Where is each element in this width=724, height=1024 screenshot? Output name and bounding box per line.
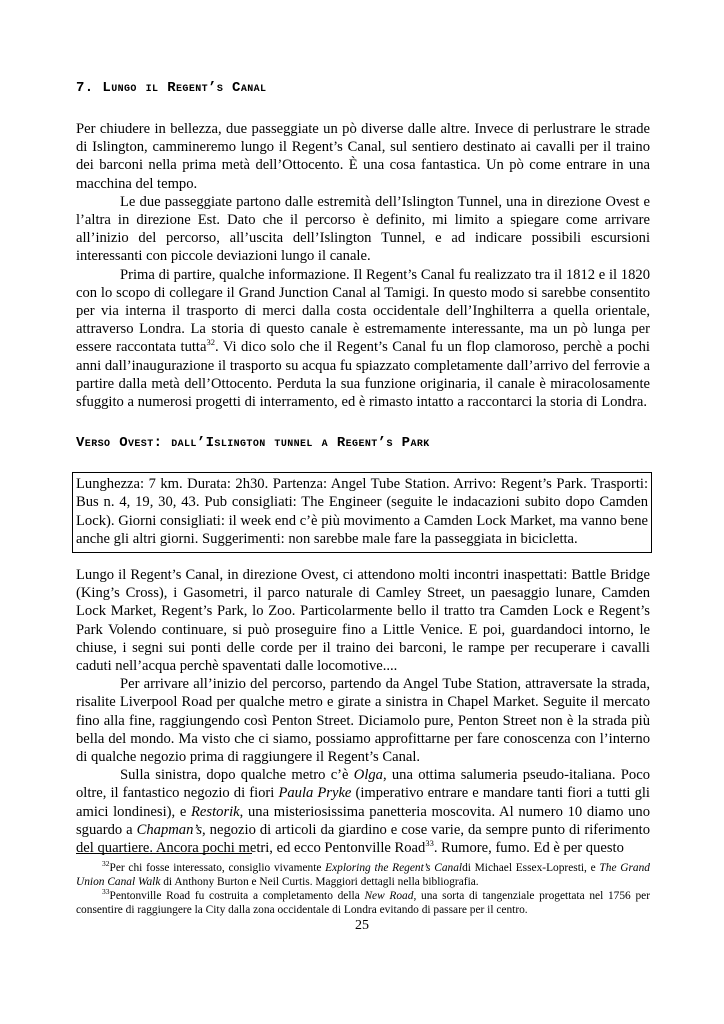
book-title: Exploring the Regent’s Canal <box>325 862 463 874</box>
shops-text: , negozio di articoli da giardino e cose varie, da sempre punto di riferimento del quartiere. Ancora pochi metri, ed ecco Pentonville Road <box>76 821 650 857</box>
intro-section <box>76 120 650 411</box>
intro-paragraph: Per chiudere in bellezza, due passeggiate un pò diverse dalle altre. Invece di perlustrare le strade di Islington, cammineremo lungo il Regent’s Canal, sul sentiero destinato ai cavalli per il traino dei barconi nella prima metà dell’Ottocento. È una cosa fantastica. Un pò come entrare in una macchina del tempo. <box>76 121 650 192</box>
book-title: The Grand Union Canal Walk <box>76 862 650 888</box>
section-title <box>76 80 266 96</box>
walk-info-box <box>72 472 652 553</box>
footnote-text: , una sorta di tangenziale progettata nel 1756 per consentire di raggiungere la City dalla zona occidentale di Londra evitando di passare per il centro. <box>76 890 650 916</box>
footnote-text: di Michael Essex-Lopresti, e <box>462 862 600 874</box>
walk-title <box>76 435 430 451</box>
walk-paragraph: Per arrivare all’inizio del percorso, partendo da Angel Tube Station, attraversate la strada, risalite Liverpool Road per qualche metro e girate a sinistra in Chapel Market. Seguite il mercato fino alla fine, raggiungendo così Penton Street. Diciamolo pure, Penton Street non è la strada più bella del mondo. Ma visto che ci siamo, possiamo approfittarne per fare conoscenza con l’interno di qualche negozio prima di raggiungere il Regent’s Canal. <box>76 676 650 766</box>
shop-name-paula-pryke: Paula Pryke <box>278 785 352 802</box>
history-text-2: . Vi dico solo che il Regent’s Canal fu un flop clamoroso, perchè a pochi anni dall’inaugurazione il trasporto su acqua fu spiazzato completamente dall’arrivo del ferrovie a partire dalla metà dell’Ottocento. Perduta la sua funzione originaria, il canale è miracolosamente sfuggito a numerosi progetti di interramento, ed è rimasto intatto a raccontarci la storia di Londra. <box>76 339 650 411</box>
shop-name-chapmans: Chapman’s <box>136 821 203 838</box>
footnote-32 <box>76 861 650 889</box>
road-name: New Road <box>364 890 414 902</box>
walk-info-text: Lunghezza: 7 km. Durata: 2h30. Partenza: Angel Tube Station. Arrivo: Regent’s Park. Trasporti: Bus n. 4, 19, 30, 43. Pub consigliati: The Engineer (seguite le indacazioni subito dopo Camden Lock). Giorni consigliati: il week end c’è più movimento a Camden Lock Market, ma vanno bene anche gli altri giorni. Suggerimenti: non sarebbe male fare la passeggiata in bicicletta. <box>76 476 648 548</box>
shops-text: , una misteriosissima panetteria moscovita. Al numero 10 diamo uno sguardo a <box>76 803 650 838</box>
shops-paragraph <box>76 766 650 857</box>
history-paragraph <box>76 266 650 412</box>
page-number: 25 <box>355 918 369 933</box>
footnote-mark-32: 32 <box>102 859 110 869</box>
walk-title-text: Verso Ovest: dall’Islington tunnel a Regent’s Park <box>76 435 430 451</box>
walk-section <box>76 566 650 857</box>
shop-name-olga: Olga <box>353 767 383 784</box>
intro-paragraph: Le due passeggiate partono dalle estremità dell’Islington Tunnel, una in direzione Ovest e l’altra in direzione Est. Dato che il percorso è definito, mi limito a spiegare come arrivare all’inizio del percorso, all’uscita dell’Islington Tunnel, e ad indicare possibili escursioni interessanti con piccole deviazioni lungo il canale. <box>76 193 650 265</box>
footnotes <box>76 861 650 917</box>
shops-text: . Rumore, fumo. Ed è per questo <box>433 840 624 857</box>
footnote-text: Pentonville Road fu costruita a completamento della <box>109 890 365 902</box>
footnote-text: Per chi fosse interessato, consiglio vivamente <box>109 862 326 874</box>
footnote-33 <box>76 889 650 917</box>
section-title-text: 7. Lungo il Regent’s Canal <box>76 80 267 96</box>
footnote-ref-33[interactable]: 33 <box>425 838 434 849</box>
walk-paragraph: Lungo il Regent’s Canal, in direzione Ovest, ci attendono molti incontri inaspettati: Battle Bridge (King’s Cross), i Gasometri, il parco naturale di Camley Street, un paesaggio lunare, Camden Lock Market, Regent’s Park, lo Zoo. Particolarmente bello il tratto tra Camden Lock e Regent’s Park Volendo continuare, si può proseguire fino a Little Venice. E poi, guardandoci intorno, le chiuse, i segni sui ponti delle corde per il traino dei barconi, le rampe per recuperare i cavalli caduti nell’acqua perchè spaventati dalle locomotive.... <box>76 567 650 675</box>
shops-text: , una ottima salumeria pseudo-italiana. Poco oltre, il fantastico negozio di fiori <box>76 767 650 802</box>
shop-name-restorik: Restorik <box>191 803 240 820</box>
footnote-separator <box>76 853 252 854</box>
footnote-text: di Anthony Burton e Neil Curtis. Maggiori dettagli nella bibliografia. <box>160 876 479 888</box>
shops-text: (imperativo entrare e mandare tanti fiori a tutti gli amici londinesi), e <box>76 785 650 820</box>
shops-text: Sulla sinistra, dopo qualche metro c’è <box>120 767 354 784</box>
footnote-ref-32[interactable]: 32 <box>206 337 215 348</box>
history-text-1: Prima di partire, qualche informazione. Il Regent’s Canal fu realizzato tra il 1812 e il 1820 con lo scopo di collegare il Grand Junction Canal al Tamigi. In questo modo si sarebbe consentito per via interna il trasporto di merci dalla costa occidentale dell’Inghilterra a quella orientale, attraverso Londra. La storia di questo canale è estremamente interessante, ma un pò lunga per essere raccontata tutta <box>76 266 650 356</box>
footnote-mark-33: 33 <box>102 887 110 897</box>
